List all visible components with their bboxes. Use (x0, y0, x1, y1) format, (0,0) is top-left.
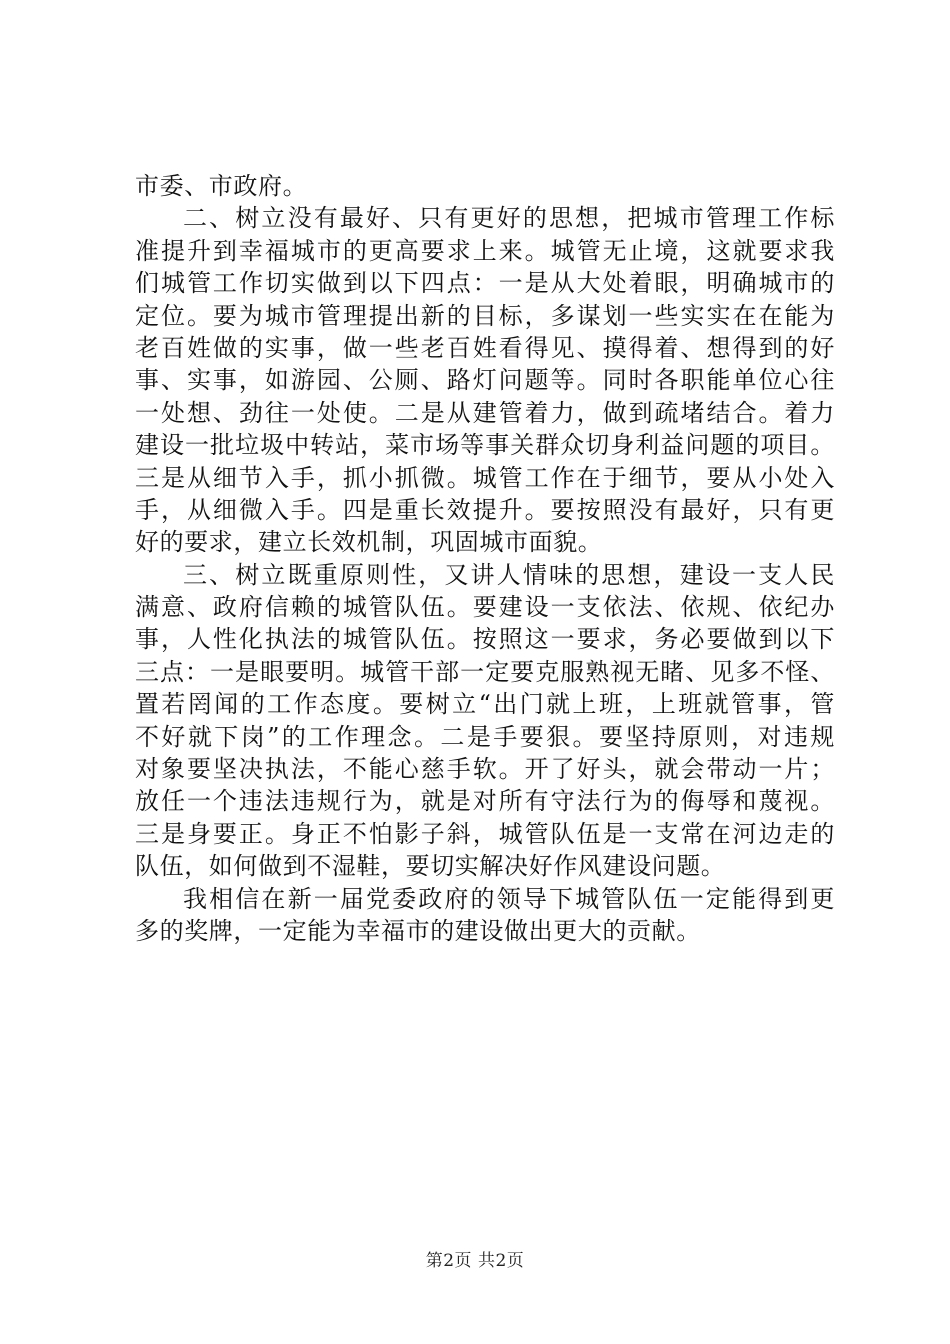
document-body (135, 170, 835, 947)
paragraph-3-line-9: 三是身要正。身正不怕影子斜，城管队伍是一支常在河边走的 (135, 819, 835, 848)
paragraph-2-line-7: 一处想、劲往一处使。二是从建管着力，做到疏堵结合。着力 (135, 398, 835, 427)
paragraph-2-line-2: 准提升到幸福城市的更高要求上来。城管无止境，这就要求我 (135, 236, 835, 265)
paragraph-3-line-7: 对象要坚决执法，不能心慈手软。开了好头，就会带动一片； (135, 755, 835, 784)
page-number-footer: 第2页 共2页 (425, 1251, 525, 1271)
paragraph-3-line-6: 不好就下岗”的工作理念。二是手要狠。要坚持原则，对违规 (135, 722, 835, 751)
paragraph-2-line-11: 好的要求，建立长效机制，巩固城市面貌。 (135, 528, 603, 557)
paragraph-2-line-3: 们城管工作切实做到以下四点：一是从大处着眼，明确城市的 (135, 269, 835, 298)
paragraph-3-line-1: 三、树立既重原则性，又讲人情味的思想，建设一支人民 (183, 560, 835, 589)
paragraph-4-line-2: 多的奖牌，一定能为幸福市的建设做出更大的贡献。 (135, 916, 701, 945)
paragraph-2-line-5: 老百姓做的实事，做一些老百姓看得见、摸得着、想得到的好 (135, 333, 835, 362)
paragraph-2-line-6: 事、实事，如游园、公厕、路灯问题等。同时各职能单位心往 (135, 366, 835, 395)
paragraph-3-line-8: 放任一个违法违规行为，就是对所有守法行为的侮辱和蔑视。 (135, 787, 835, 816)
paragraph-3-line-5: 置若罔闻的工作态度。要树立“出门就上班，上班就管事，管 (135, 690, 835, 719)
paragraph-3-line-2: 满意、政府信赖的城管队伍。要建设一支依法、依规、依纪办 (135, 593, 835, 622)
paragraph-4-line-1: 我相信在新一届党委政府的领导下城管队伍一定能得到更 (183, 884, 835, 913)
paragraph-3-line-4: 三点：一是眼要明。城管干部一定要克服熟视无睹、见多不怪、 (135, 657, 835, 686)
paragraph-2-line-1: 二、树立没有最好、只有更好的思想，把城市管理工作标 (183, 204, 835, 233)
paragraph-2-line-4: 定位。要为城市管理提出新的目标，多谋划一些实实在在能为 (135, 301, 835, 330)
paragraph-2-line-9: 三是从细节入手，抓小抓微。城管工作在于细节，要从小处入 (135, 463, 835, 492)
paragraph-2-line-10: 手，从细微入手。四是重长效提升。要按照没有最好，只有更 (135, 495, 835, 524)
paragraph-3-line-3: 事，人性化执法的城管队伍。按照这一要求，务必要做到以下 (135, 625, 835, 654)
paragraph-2-line-8: 建设一批垃圾中转站，菜市场等事关群众切身利益问题的项目。 (135, 431, 835, 460)
paragraph-3-line-10: 队伍，如何做到不湿鞋，要切实解决好作风建设问题。 (135, 852, 726, 881)
text-line-1: 市委、市政府。 (135, 172, 308, 200)
